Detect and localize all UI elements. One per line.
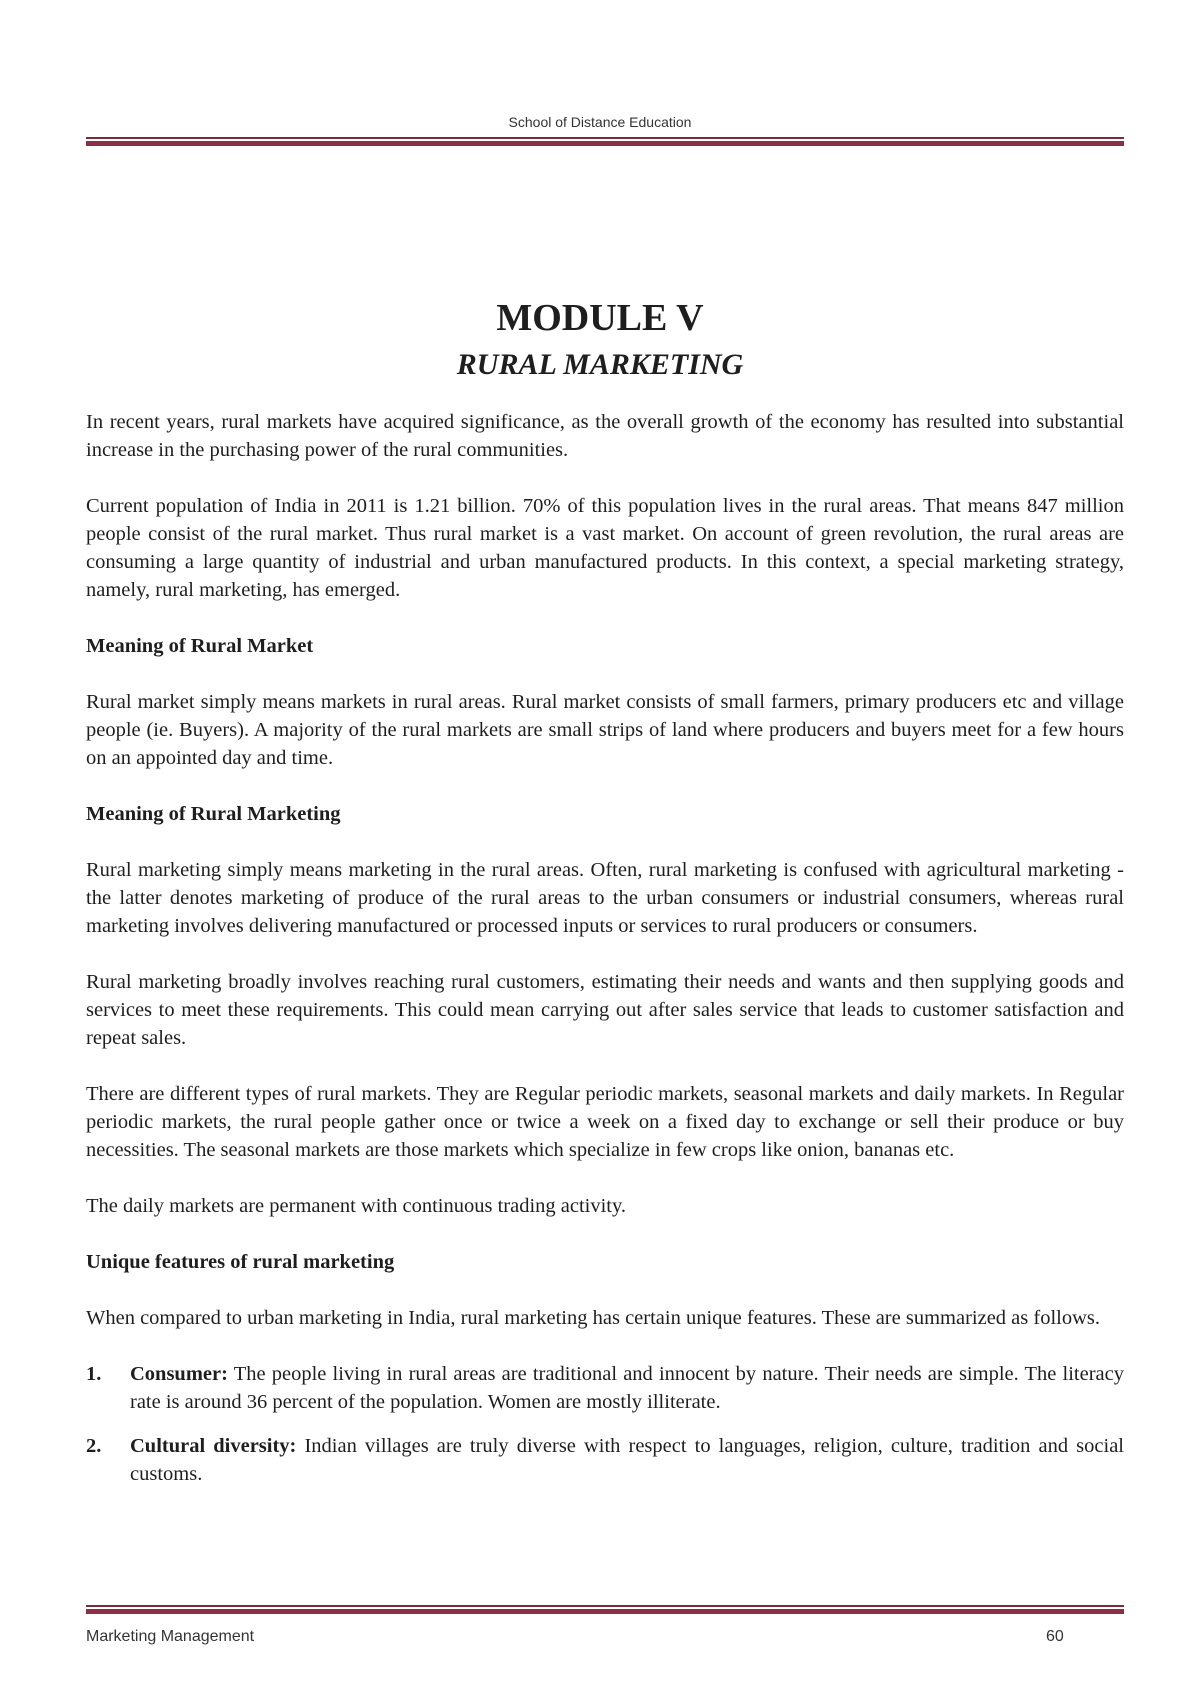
rural-marketing-paragraph: Rural marketing simply means marketing in the rural areas. Often, rural marketing is confused with agricultural marketing - the latter denotes marketing of produce of the rural areas to the urban consumers or industrial consumers, whereas rural marketing involves delivering manufactured or processed inputs or services to rural producers or consumers. (86, 859, 1124, 937)
daily-markets-paragraph: The daily markets are permanent with continuous trading activity. (86, 1195, 627, 1217)
features-list (86, 1360, 1124, 1488)
list-item-term: Consumer: (130, 1363, 228, 1385)
heading-rural-market: Meaning of Rural Market (86, 635, 314, 657)
features-intro-paragraph: When compared to urban marketing in India, rural marketing has certain unique features. These are summarized as follows. (86, 1307, 1100, 1329)
body-text (86, 408, 1124, 1504)
population-paragraph: Current population of India in 2011 is 1.21 billion. 70% of this population lives in the rural areas. That means 847 million people consist of the rural market. Thus rural market is a vast market. On account of green revolution, the rural areas are consuming a large quantity of industrial and urban manufactured products. In this context, a special marketing strategy, namely, rural marketing, has emerged. (86, 495, 1124, 601)
heading-rural-marketing: Meaning of Rural Marketing (86, 803, 341, 825)
list-item (86, 1360, 1124, 1416)
module-subtitle: RURAL MARKETING (456, 348, 744, 381)
list-item-text: Indian villages are truly diverse with respect to languages, religion, culture, tradition and social customs. (130, 1435, 1124, 1485)
page-number: 60 (1046, 1628, 1064, 1645)
reaching-customers-paragraph: Rural marketing broadly involves reaching rural customers, estimating their needs and wants and then supplying goods and services to meet these requirements. This could mean carrying out after sales service that leads to customer satisfaction and repeat sales. (86, 971, 1124, 1049)
running-header: School of Distance Education (508, 114, 692, 130)
list-item-number: 1. (86, 1363, 102, 1385)
intro-paragraph: In recent years, rural markets have acquired significance, as the overall growth of the economy has resulted into substantial increase in the purchasing power of the rural communities. (86, 411, 1124, 461)
list-item-number: 2. (86, 1435, 102, 1457)
market-types-paragraph: There are different types of rural markets. They are Regular periodic markets, seasonal markets and daily markets. In Regular periodic markets, the rural people gather once or twice a week on a fixed day to exchange or sell their produce or buy necessities. The seasonal markets are those markets which specialize in few crops like onion, bananas etc. (86, 1083, 1124, 1161)
footer-course: Marketing Management (86, 1628, 255, 1645)
list-item-term: Cultural diversity: (130, 1435, 297, 1457)
list-item (86, 1432, 1124, 1488)
rural-market-paragraph: Rural market simply means markets in rural areas. Rural market consists of small farmers, primary producers etc and village people (ie. Buyers). A majority of the rural markets are small strips of land where producers and buyers meet for a few hours on an appointed day and time. (86, 691, 1124, 769)
list-item-text: The people living in rural areas are traditional and innocent by nature. Their needs are simple. The literacy rate is around 36 percent of the population. Women are mostly illiterate. (130, 1363, 1124, 1413)
footer-rule (86, 1605, 1124, 1614)
header-rule (86, 137, 1124, 146)
module-title: MODULE V (496, 297, 704, 339)
heading-unique-features: Unique features of rural marketing (86, 1251, 395, 1273)
